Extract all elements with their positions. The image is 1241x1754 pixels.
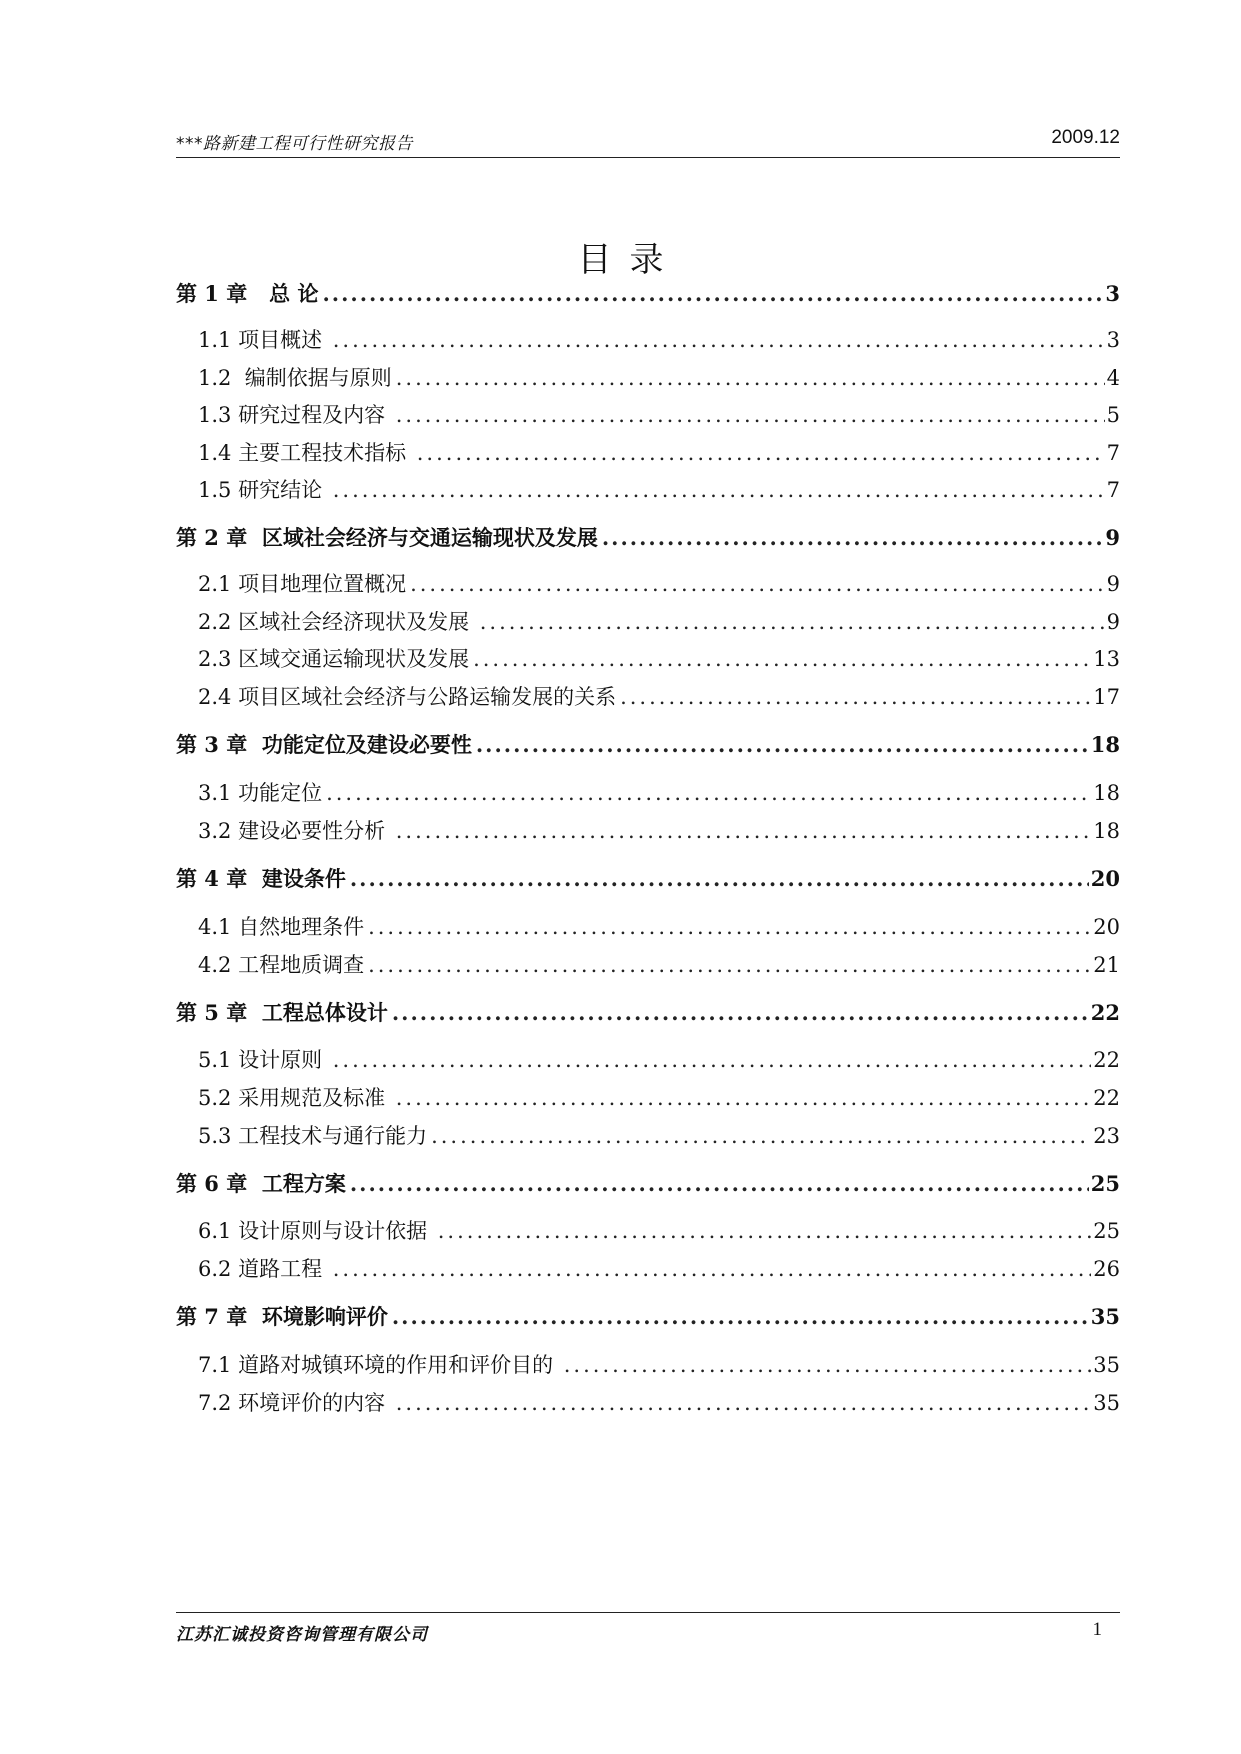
toc-entry-page: 3	[1105, 281, 1120, 306]
toc-entry-page: 22	[1093, 1048, 1120, 1072]
toc-chapter-entry[interactable]	[176, 728, 1120, 762]
toc-dot-leader	[476, 728, 1089, 762]
toc-entry-page: 23	[1093, 1124, 1120, 1148]
toc-entry-label: 第 2 章 区域社会经济与交通运输现状及发展	[176, 525, 598, 550]
toc-entry-page: 20	[1093, 915, 1120, 939]
toc-entry-label: 3.1 功能定位	[198, 781, 323, 805]
toc-section-entry[interactable]	[176, 814, 1120, 848]
toc-dot-leader	[326, 776, 1091, 810]
toc-entry-label: 6.1 设计原则与设计依据	[198, 1219, 434, 1243]
toc-section-entry[interactable]	[176, 1348, 1120, 1382]
toc-dot-leader	[322, 277, 1103, 311]
toc-chapter-entry[interactable]	[176, 1167, 1120, 1201]
toc-dot-leader	[333, 1043, 1092, 1077]
toc-entry-label: 2.2 区域社会经济现状及发展	[198, 610, 476, 634]
toc-entry-page: 18	[1090, 732, 1120, 757]
toc-section-entry[interactable]	[176, 642, 1120, 676]
toc-section-entry[interactable]	[176, 1119, 1120, 1153]
toc-entry-page: 22	[1093, 1086, 1120, 1110]
toc-section-entry[interactable]	[176, 910, 1120, 944]
toc-entry-label: 1.1 项目概述	[198, 328, 329, 352]
toc-dot-leader	[368, 910, 1091, 944]
toc-dot-leader	[392, 996, 1089, 1030]
toc-entry-page: 13	[1093, 647, 1120, 671]
toc-entry-page: 26	[1093, 1257, 1120, 1281]
toc-entry-label: 第 6 章 工程方案	[176, 1171, 346, 1196]
toc-entry-label: 6.2 道路工程	[198, 1257, 329, 1281]
toc-entry-page: 9	[1106, 572, 1120, 596]
toc-dot-leader	[396, 398, 1105, 432]
toc-section-entry[interactable]	[176, 1252, 1120, 1286]
toc-entry-page: 25	[1093, 1219, 1120, 1243]
toc-dot-leader	[564, 1348, 1092, 1382]
toc-entry-label: 第 3 章 功能定位及建设必要性	[176, 732, 472, 757]
toc-entry-label: 7.2 环境评价的内容	[198, 1391, 392, 1415]
toc-entry-page: 17	[1093, 685, 1120, 709]
toc-dot-leader	[396, 1386, 1092, 1420]
toc-entry-label: 1.5 研究结论	[198, 478, 329, 502]
toc-dot-leader	[431, 1119, 1091, 1153]
toc-entry-page: 4	[1106, 366, 1120, 390]
toc-entry-page: 9	[1106, 610, 1120, 634]
toc-section-entry[interactable]	[176, 776, 1120, 810]
toc-dot-leader	[396, 1081, 1092, 1115]
toc-chapter-entry[interactable]	[176, 521, 1120, 555]
toc-entry-label: 2.1 项目地理位置概况	[198, 572, 407, 596]
toc-entry-page: 35	[1093, 1391, 1120, 1415]
toc-entry-page: 25	[1090, 1171, 1120, 1196]
toc-dot-leader	[368, 948, 1091, 982]
toc-entry-label: 4.1 自然地理条件	[198, 915, 365, 939]
toc-dot-leader	[438, 1214, 1092, 1248]
toc-section-entry[interactable]	[176, 323, 1120, 357]
toc-section-entry[interactable]	[176, 680, 1120, 714]
toc-dot-leader	[473, 642, 1091, 676]
report-title: ***路新建工程可行性研究报告	[176, 134, 413, 154]
toc-section-entry[interactable]	[176, 398, 1120, 432]
toc-chapter-entry[interactable]	[176, 1300, 1120, 1334]
toc-section-entry[interactable]	[176, 436, 1120, 470]
toc-chapter-entry[interactable]	[176, 277, 1120, 311]
toc-entry-label: 1.3 研究过程及内容	[198, 403, 392, 427]
toc-entry-page: 7	[1106, 478, 1120, 502]
toc-section-entry[interactable]	[176, 361, 1120, 395]
toc-entry-label: 第 1 章 总 论	[176, 281, 319, 306]
toc-dot-leader	[410, 567, 1105, 601]
company-name: 江苏汇诚投资咨询管理有限公司	[176, 1625, 428, 1645]
toc-entry-label: 5.2 采用规范及标准	[198, 1086, 392, 1110]
page-header	[176, 127, 1120, 158]
toc-dot-leader	[392, 1300, 1089, 1334]
toc-dot-leader	[350, 1167, 1089, 1201]
toc-chapter-entry[interactable]	[176, 996, 1120, 1030]
toc-entry-page: 35	[1093, 1353, 1120, 1377]
page-number: 1	[1092, 1619, 1102, 1640]
toc-entry-label: 5.3 工程技术与通行能力	[198, 1124, 428, 1148]
toc-section-entry[interactable]	[176, 1386, 1120, 1420]
toc-entry-page: 20	[1090, 866, 1120, 891]
toc-dot-leader	[480, 605, 1105, 639]
toc-entry-label: 2.3 区域交通运输现状及发展	[198, 647, 470, 671]
toc-entry-label: 4.2 工程地质调查	[198, 953, 365, 977]
toc-dot-leader	[333, 323, 1105, 357]
toc-dot-leader	[417, 436, 1105, 470]
toc-section-entry[interactable]	[176, 1043, 1120, 1077]
toc-entry-page: 7	[1106, 441, 1120, 465]
toc-dot-leader	[333, 1252, 1092, 1286]
toc-entry-label: 第 7 章 环境影响评价	[176, 1304, 388, 1329]
toc-dot-leader	[333, 473, 1105, 507]
toc-entry-page: 5	[1106, 403, 1120, 427]
toc-entry-label: 3.2 建设必要性分析	[198, 819, 392, 843]
toc-entry-page: 35	[1090, 1304, 1120, 1329]
report-date: 2009.12	[1051, 127, 1120, 148]
toc-section-entry[interactable]	[176, 948, 1120, 982]
toc-dot-leader	[396, 814, 1092, 848]
toc-dot-leader	[350, 862, 1089, 896]
toc-entry-label: 1.4 主要工程技术指标	[198, 441, 413, 465]
toc-section-entry[interactable]	[176, 473, 1120, 507]
toc-dot-leader	[602, 521, 1104, 555]
toc-entry-label: 1.2 编制依据与原则	[198, 366, 392, 390]
toc-dot-leader	[396, 361, 1105, 395]
toc-entry-page: 18	[1093, 781, 1120, 805]
toc-entry-label: 第 4 章 建设条件	[176, 866, 346, 891]
toc-entry-page: 3	[1106, 328, 1120, 352]
toc-entry-page: 22	[1090, 1000, 1120, 1025]
toc-entry-page: 21	[1093, 953, 1120, 977]
toc-chapter-entry[interactable]	[176, 862, 1120, 896]
toc-entry-page: 18	[1093, 819, 1120, 843]
toc-dot-leader	[620, 680, 1091, 714]
toc-section-entry[interactable]	[176, 605, 1120, 639]
toc-section-entry[interactable]	[176, 567, 1120, 601]
toc-entry-label: 5.1 设计原则	[198, 1048, 329, 1072]
toc-section-entry[interactable]	[176, 1214, 1120, 1248]
toc-title: 目录	[577, 240, 682, 280]
page-footer	[176, 1612, 1120, 1653]
toc-entry-page: 9	[1105, 525, 1120, 550]
toc-section-entry[interactable]	[176, 1081, 1120, 1115]
toc-entry-label: 第 5 章 工程总体设计	[176, 1000, 388, 1025]
toc-entry-label: 2.4 项目区域社会经济与公路运输发展的关系	[198, 685, 617, 709]
toc-entry-label: 7.1 道路对城镇环境的作用和评价目的	[198, 1353, 560, 1377]
